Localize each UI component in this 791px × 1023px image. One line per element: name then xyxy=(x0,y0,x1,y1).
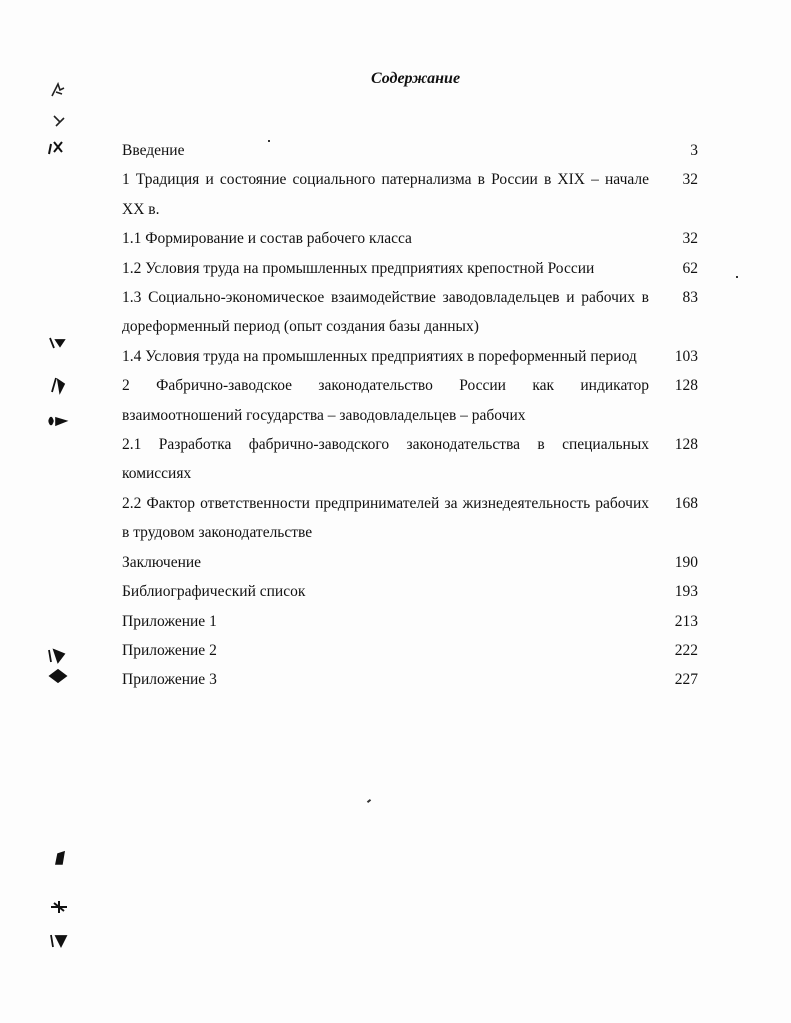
toc-entry-text: Введение xyxy=(122,142,185,159)
toc-entry-text: Библиографический список xyxy=(122,583,306,601)
toc-entry-page: 190 xyxy=(674,553,698,571)
toc-entry-text: Приложение 1 xyxy=(122,612,217,630)
toc-entry-text: Приложение 3 xyxy=(122,671,217,689)
toc-entry-page: 83 xyxy=(682,289,698,307)
toc-entry-appendix-1 xyxy=(122,607,698,636)
toc-entry-section-1-4 xyxy=(122,342,698,371)
scan-artifact-mark xyxy=(46,412,76,432)
page-title: Содержание xyxy=(370,70,461,87)
toc-entry-chapter-1 xyxy=(122,165,698,224)
toc-entry-conclusion xyxy=(122,548,698,577)
toc-entry-introduction xyxy=(122,136,698,165)
toc-entry-section-1-2 xyxy=(122,254,698,283)
toc-entry-text: 1 Традиция и состояние социального патернализма в России в XIX – начале XX в. xyxy=(122,171,649,218)
scan-artifact-mark xyxy=(46,667,76,687)
toc-entry-section-1-3 xyxy=(122,283,698,342)
toc-entry-chapter-2 xyxy=(122,371,698,430)
toc-entry-section-2-2 xyxy=(122,489,698,548)
toc-entry-text: 2.2 Фактор ответственности предпринимателей за жизнедеятельность рабочих в трудовом законодательстве xyxy=(122,494,649,542)
toc-entry-page: 32 xyxy=(682,230,698,248)
toc-entry-page: 32 xyxy=(682,171,698,189)
toc-entry-text: 1.3 Социально-экономическое взаимодействие заводовладельцев и рабочих в дореформенный период (опыт создания базы данных) xyxy=(122,289,649,336)
scan-artifact-mark xyxy=(48,334,78,354)
toc-entry-appendix-3 xyxy=(122,665,698,694)
toc-entry-page: 193 xyxy=(674,583,698,601)
scan-speck xyxy=(736,276,738,278)
toc-entry-bibliography xyxy=(122,577,698,606)
scan-artifact-mark xyxy=(50,112,80,132)
toc-entry-text: 1.4 Условия труда на промышленных предприятиях в пореформенный период xyxy=(122,347,637,365)
toc-entry-section-1-1 xyxy=(122,224,698,253)
table-of-contents xyxy=(122,136,698,695)
toc-entry-page: 168 xyxy=(674,494,698,512)
toc-entry-text: 1.1 Формирование и состав рабочего класса xyxy=(122,230,412,248)
scan-artifact-mark xyxy=(48,898,78,918)
toc-entry-text: 2.1 Разработка фабрично-заводского законодательства в специальных комиссиях xyxy=(122,436,649,483)
toc-entry-text: Приложение 2 xyxy=(122,641,217,659)
scan-artifact-mark xyxy=(46,646,76,666)
toc-entry-text: 2 Фабрично-заводское законодательство России как индикатор взаимоотношений государства – заводовладельцев – рабочих xyxy=(122,377,649,424)
scan-artifact-mark xyxy=(48,374,78,394)
toc-entry-page: 3 xyxy=(690,142,698,159)
toc-entry-appendix-2 xyxy=(122,636,698,665)
scan-artifact-mark xyxy=(50,848,80,868)
scan-artifact-mark xyxy=(46,138,76,158)
toc-entry-text: 1.2 Условия труда на промышленных предприятиях крепостной России xyxy=(122,259,595,277)
margin-scan-marks xyxy=(40,0,80,1023)
toc-entry-page: 128 xyxy=(674,436,698,454)
toc-entry-page: 222 xyxy=(674,641,698,659)
scan-artifact-mark xyxy=(48,932,78,952)
scan-speck xyxy=(268,140,270,142)
toc-entry-page: 227 xyxy=(674,671,698,689)
toc-entry-page: 62 xyxy=(682,259,698,277)
toc-entry-page: 128 xyxy=(674,377,698,395)
toc-entry-text: Заключение xyxy=(122,553,202,571)
toc-entry-page: 213 xyxy=(674,612,698,630)
scan-speck xyxy=(367,799,371,803)
toc-entry-section-2-1 xyxy=(122,430,698,489)
toc-entry-page: 103 xyxy=(674,347,698,365)
scan-artifact-mark xyxy=(48,82,78,102)
